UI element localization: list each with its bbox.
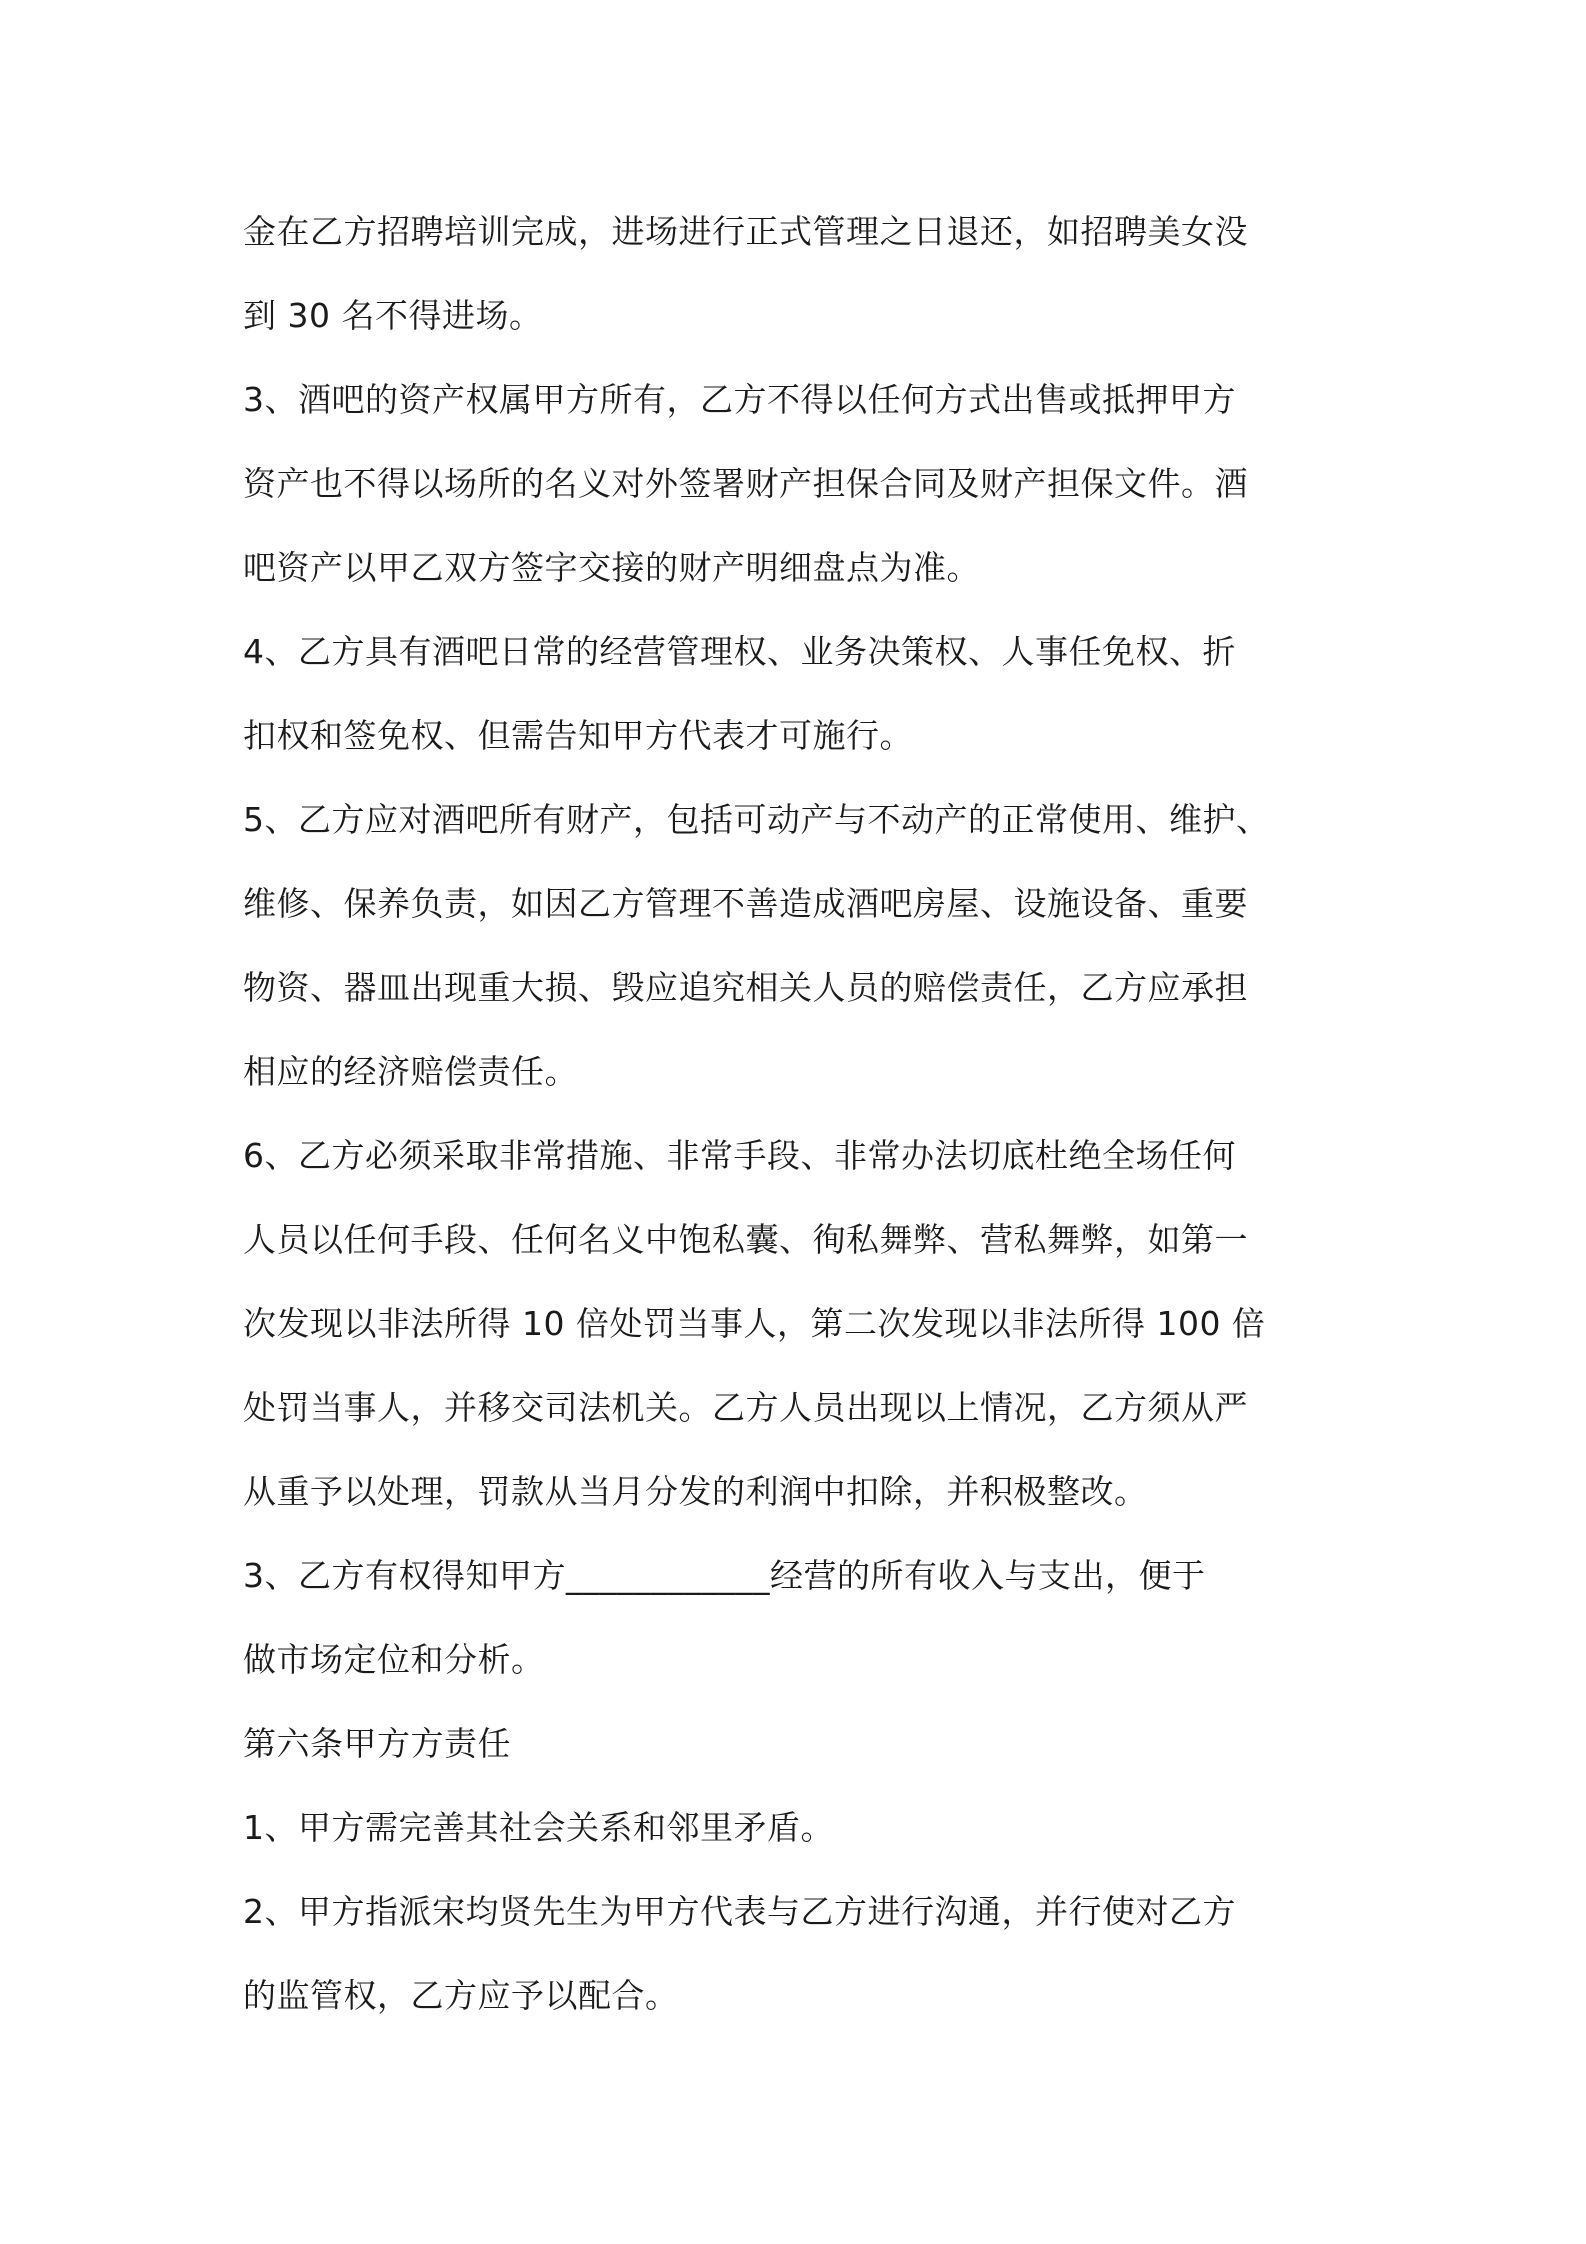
text-line: 到 30 名不得进场。 [243,296,543,335]
text-line: 1、甲方需完善其社会关系和邻里矛盾。 [243,1808,834,1847]
text-line: 的监管权，乙方应予以配合。 [243,1976,679,2015]
text-line: 维修、保养负责，如因乙方管理不善造成酒吧房屋、设施设备、重要 [243,884,1248,923]
section-heading: 第六条甲方方责任 [243,1724,511,1763]
text-line: 吧资产以甲乙双方签字交接的财产明细盘点为准。 [243,548,980,587]
text-line: 从重予以处理，罚款从当月分发的利润中扣除，并积极整改。 [243,1472,1148,1511]
text-line: 金在乙方招聘培训完成，进场进行正式管理之日退还，如招聘美女没 [243,212,1248,251]
text-line: 次发现以非法所得 10 倍处罚当事人，第二次发现以非法所得 100 倍 [243,1304,1266,1343]
text-line: 2、甲方指派宋均贤先生为甲方代表与乙方进行沟通，并行使对乙方 [243,1892,1236,1931]
text-line: 相应的经济赔偿责任。 [243,1052,578,1091]
text-line: 处罚当事人，并移交司法机关。乙方人员出现以上情况，乙方须从严 [243,1388,1248,1427]
text-line: 物资、器皿出现重大损、毁应追究相关人员的赔偿责任，乙方应承担 [243,968,1248,1007]
text-line: 扣权和签免权、但需告知甲方代表才可施行。 [243,716,913,755]
text-line: 6、乙方必须采取非常措施、非常手段、非常办法切底杜绝全场任何 [243,1136,1236,1175]
text-line: 5、乙方应对酒吧所有财产，包括可动产与不动产的正常使用、维护、 [243,800,1270,839]
text-line: 3、酒吧的资产权属甲方所有，乙方不得以任何方式出售或抵押甲方 [243,380,1236,419]
text-line: 4、乙方具有酒吧日常的经营管理权、业务决策权、人事任免权、折 [243,632,1236,671]
text-line: 做市场定位和分析。 [243,1640,545,1679]
document-body [243,190,1375,2038]
text-line: 3、乙方有权得知甲方____________经营的所有收入与支出，便于 [243,1556,1206,1595]
text-line: 资产也不得以场所的名义对外签署财产担保合同及财产担保文件。酒 [243,464,1248,503]
text-line: 人员以任何手段、任何名义中饱私囊、徇私舞弊、营私舞弊，如第一 [243,1220,1248,1259]
